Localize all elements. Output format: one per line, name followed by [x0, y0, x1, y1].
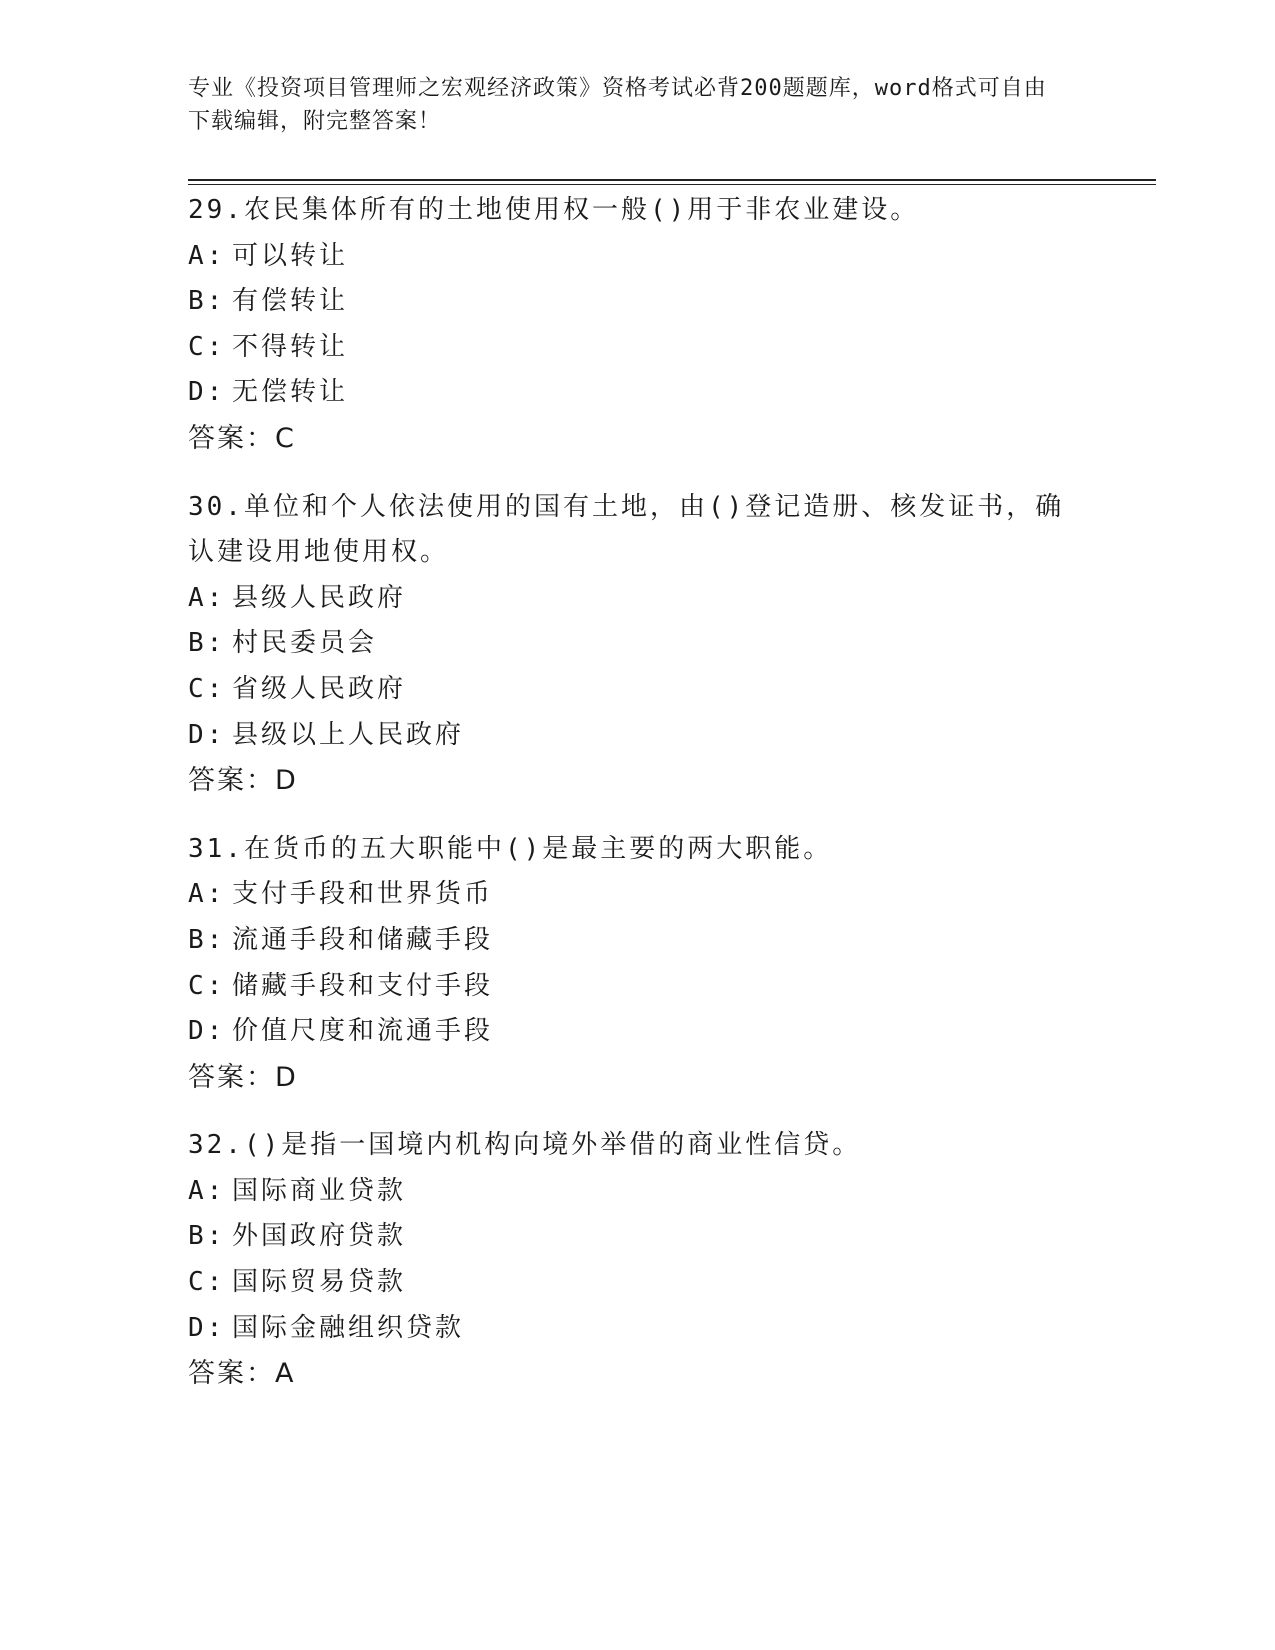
option-b — [188, 918, 1088, 964]
question-30 — [188, 485, 1088, 804]
option-c — [188, 964, 1088, 1010]
option-letter: D: — [188, 719, 226, 750]
question-stem: 29.农民集体所有的土地使用权一般()用于非农业建设。 — [188, 195, 920, 225]
option-a — [188, 1169, 1088, 1215]
option-text: 国际商业贷款 — [232, 1175, 407, 1206]
option-letter: A: — [188, 582, 226, 613]
option-text: 可以转让 — [232, 240, 349, 271]
option-text: 省级人民政府 — [232, 673, 407, 704]
option-text: 流通手段和储藏手段 — [232, 924, 494, 955]
option-letter: A: — [188, 1175, 226, 1206]
option-a — [188, 234, 1088, 280]
option-letter: C: — [188, 1267, 226, 1298]
option-letter: C: — [188, 970, 226, 1001]
option-text: 县级以上人民政府 — [232, 719, 465, 750]
option-letter: B: — [188, 1221, 226, 1252]
option-letter: D: — [188, 1016, 226, 1047]
question-32 — [188, 1123, 1088, 1397]
option-text: 有偿转让 — [232, 286, 349, 317]
option-a — [188, 576, 1088, 622]
option-letter: C: — [188, 673, 226, 704]
option-b — [188, 1214, 1088, 1260]
option-letter: C: — [188, 331, 226, 362]
option-d — [188, 370, 1088, 416]
option-text: 村民委员会 — [232, 628, 378, 659]
option-text: 国际金融组织贷款 — [232, 1312, 465, 1343]
option-letter: D: — [188, 377, 226, 408]
option-letter: B: — [188, 628, 226, 659]
option-text: 县级人民政府 — [232, 582, 407, 613]
question-31 — [188, 827, 1088, 1101]
option-letter: B: — [188, 924, 226, 955]
option-c — [188, 1260, 1088, 1306]
question-stem: 31.在货币的五大职能中()是最主要的两大职能。 — [188, 833, 833, 864]
option-d — [188, 713, 1088, 759]
question-stem: 32.()是指一国境内机构向境外举借的商业性信贷。 — [188, 1130, 862, 1161]
option-text: 不得转让 — [232, 331, 349, 362]
option-text: 储藏手段和支付手段 — [232, 970, 494, 1001]
option-c — [188, 667, 1088, 713]
option-d — [188, 1009, 1088, 1055]
option-b — [188, 279, 1088, 325]
option-letter: B: — [188, 286, 226, 317]
question-list — [188, 188, 1088, 1420]
option-text: 国际贸易贷款 — [232, 1267, 407, 1298]
question-stem: 30.单位和个人依法使用的国有土地，由()登记造册、核发证书，确认建设用地使用权。 — [188, 491, 1065, 568]
option-text: 支付手段和世界货币 — [232, 879, 494, 910]
header-rule-thin — [188, 184, 1156, 185]
answer-line: 答案：D — [188, 1061, 298, 1093]
option-text: 外国政府贷款 — [232, 1221, 407, 1252]
option-text: 价值尺度和流通手段 — [232, 1016, 494, 1047]
option-b — [188, 621, 1088, 667]
option-letter: A: — [188, 240, 226, 271]
option-letter: A: — [188, 879, 226, 910]
header-rule-thick — [188, 179, 1156, 181]
option-a — [188, 872, 1088, 918]
answer-line: 答案：A — [188, 1358, 296, 1390]
option-letter: D: — [188, 1312, 226, 1343]
answer-line: 答案：D — [188, 765, 298, 797]
option-text: 无偿转让 — [232, 377, 349, 408]
question-29 — [188, 188, 1088, 462]
document-header: 专业《投资项目管理师之宏观经济政策》资格考试必背200题题库，word格式可自由下载编辑，附完整答案！ — [188, 76, 1047, 134]
answer-line: 答案：C — [188, 422, 296, 454]
option-d — [188, 1306, 1088, 1352]
option-c — [188, 325, 1088, 371]
